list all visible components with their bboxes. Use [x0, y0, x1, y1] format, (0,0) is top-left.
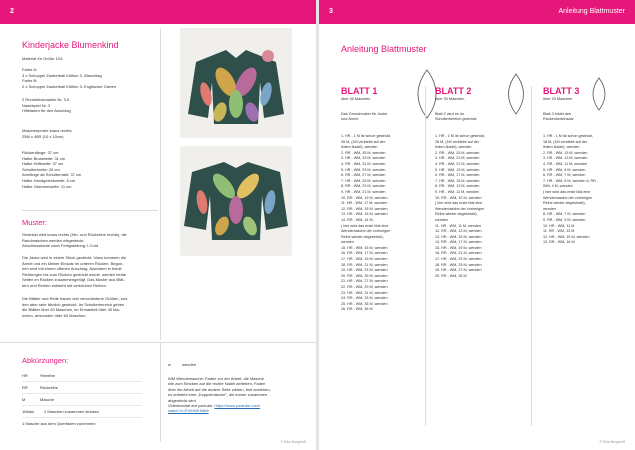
jacket-photo-bottom	[180, 146, 292, 256]
instruction-row: 14. RR - WM, 14 M,	[341, 217, 374, 222]
instruction-row: Wendemasche der vorherigen	[435, 206, 485, 211]
instruction-row: 22. RR - WM, 29 M, wenden	[341, 285, 388, 290]
instruction-row: Reihe wieder abgestrickt),	[341, 234, 384, 239]
blatt-1-description	[341, 112, 411, 122]
jacket-illustration-bottom	[180, 146, 292, 256]
instruction-row: 16. RR - WM, 21 M, wenden	[435, 251, 482, 256]
text-line: Blatt 2 wird es im	[435, 112, 464, 116]
instruction-row: ( hier wird das erste Mal eine	[435, 201, 483, 206]
blatt-2-title: BLATT 2	[435, 86, 472, 96]
measurement-item: Schulterbreite: 26 cm	[22, 166, 60, 172]
instruction-row: 5. HR - WM, 19 M, wenden	[435, 167, 480, 172]
muster-heading: Muster:	[22, 218, 48, 227]
column-divider	[531, 86, 532, 426]
instruction-row: 13. RR - WM, 16 M	[543, 240, 575, 245]
text-line: Die Blätter und Reife haben drei verschiedene Größen, wer-	[22, 296, 129, 301]
abbr-value: Hinreihe	[40, 373, 55, 378]
abbreviations-heading: Abkürzungen:	[22, 356, 69, 365]
farbe-a-label: Farbe A:	[22, 67, 38, 72]
video-label: Videotutorial auf youtube:	[168, 403, 214, 409]
instruction-row: linken Nadel), wenden	[543, 145, 580, 150]
measurement-item: Armlänge ab Schulternaht: 37 cm	[22, 172, 82, 178]
text-line: Abschlusskante nach Fertigstellung: I-Cord	[22, 243, 99, 249]
muster-paragraph-1	[22, 232, 172, 249]
instruction-row: 2. RR - WM, 35 M, wenden	[341, 150, 386, 155]
left-page	[0, 0, 316, 450]
text-line: Ärmel und ein kleiner Einsatz im unteren Rücken. Begon-	[22, 260, 124, 266]
instruction-row: 28 M, (1M verbleibt auf der	[341, 139, 386, 144]
farbe-a-desc: 3 x Schoppel Zauberball Edition 3, Waschtag	[22, 72, 102, 78]
right-header-bar	[319, 0, 635, 24]
abbr-key: RR	[22, 385, 28, 390]
text-line: die Blätter über 50 Maschen, im Ermatzteil über 40 Ma-	[22, 307, 121, 313]
blatt-3-title: BLATT 3	[543, 86, 580, 96]
gauge-value: 25M x 48R (10 x 10cm)	[22, 133, 64, 139]
section-divider	[22, 210, 158, 211]
abbr-key: w	[168, 362, 171, 367]
blatt-1-rows	[341, 134, 413, 313]
abbr-key: M	[22, 397, 26, 402]
abbr-key: HR	[22, 373, 28, 378]
text-line: WM Wendemasche: Faden vor der Arbeit, die Masche	[168, 376, 264, 381]
instruction-row: 13. HR - WM, 15 M, wenden	[435, 234, 482, 239]
instructions-title: Anleitung Blattmuster	[341, 44, 427, 54]
abbr-row	[22, 370, 142, 382]
instruction-row: wenden	[435, 217, 448, 222]
instruction-row: 7. HR - WM, 25 M, wenden	[341, 178, 386, 183]
tools-list	[22, 97, 71, 114]
tool-item: Hilfsfaden für den Anschlag	[22, 108, 71, 114]
header-title: Anleitung Blattmuster	[558, 8, 625, 15]
instruction-row: 10. RR - WM, 19 M, wenden	[341, 195, 388, 200]
gauge-heading: Maschenprobe kraus rechts:	[22, 128, 73, 133]
measurement-item: Halbe Oberarmweite: 11 cm	[22, 183, 72, 189]
text-line: schen, ansonsten über 60 Maschen.	[22, 312, 87, 318]
instruction-row: 7. HR - WM, 5 M, wenden 6. RR -	[543, 178, 599, 183]
instruction-row: ( hier wird das erste Mal eine	[543, 189, 591, 194]
leaf-shape-2-icon	[501, 72, 531, 116]
blatt-2-subtitle: über 30 Maschen	[435, 97, 465, 101]
instruction-row: 10. RR - WM, 10 M, wenden	[435, 195, 482, 200]
instruction-row: 3. HR - WM, 23 M, wenden	[435, 156, 480, 161]
video-link-continued[interactable]: watch?v=P4Xb0E5db8	[168, 408, 209, 414]
material-heading: Material für Größe 104:	[22, 56, 64, 61]
text-line: Die Jacke wird in einem Stück gestrickt, hinzu kommen die	[22, 255, 127, 260]
instruction-row: 11. HR - WM, 11 M, wenden	[435, 223, 481, 228]
instruction-row: 20. RR - WM, 26 M	[435, 273, 467, 278]
instruction-row: 6. RR - WM, 17 M, wenden	[435, 173, 480, 178]
instruction-row: 20. RR - WM, 25 M, wenden	[341, 273, 388, 278]
instruction-row: 4. RR - WM, 11 M, wenden	[543, 161, 588, 166]
column-divider	[160, 28, 161, 340]
instruction-row: 24. RR - WM, 33 M, wenden	[341, 296, 388, 301]
tool-item: Nadelspiel Nr. 3	[22, 102, 51, 108]
text-line: Rückenkeileinsatz	[543, 117, 574, 121]
abbr-value: 2 Maschen zusammen stricken	[44, 409, 100, 414]
measurement-item: Rückenlänge: 37 cm	[22, 150, 59, 155]
text-line: Schulterbereich gestrickt	[435, 117, 477, 121]
instruction-row: 17. HR - WM, 19 M, wenden	[341, 257, 388, 262]
abbr-key: 1 Masche aus dem Querfaden zunehmen	[22, 421, 96, 426]
page-number-left: 2	[10, 8, 14, 15]
instruction-row: 26. RR - WM, 36 M	[341, 307, 373, 312]
instruction-row: 12. HR - WM, 15 M, wenden	[543, 234, 590, 239]
muster-paragraph-3	[22, 296, 172, 318]
instruction-row: 28 M, (1M verbleibt auf der	[435, 139, 480, 144]
blatt-2-rows	[435, 134, 507, 279]
instruction-row: 19. HR - WM, 27 M, wenden	[435, 268, 482, 273]
right-page	[319, 0, 635, 450]
abbr-row	[22, 382, 142, 394]
text-line: und Ärmel	[341, 117, 359, 121]
video-link[interactable]: https://www.youtube.com/	[214, 403, 260, 409]
abbr-column-divider	[160, 342, 161, 442]
instruction-row: linken Nadel), wenden	[341, 145, 378, 150]
left-header-bar	[0, 0, 316, 24]
instruction-row: 6. RR - WM, 27 M, wenden	[341, 173, 386, 178]
blatt-2-description	[435, 112, 505, 122]
instruction-row: 19. HR - WM, 23 M, wenden	[341, 268, 388, 273]
instruction-row: 13. HR - WM, 15 M, wenden	[341, 212, 388, 217]
instruction-row: 7. HR - WM, 15 M, wenden	[435, 178, 480, 183]
instruction-row: 10. HR - WM, 11 M	[543, 223, 575, 228]
measurement-item: Halbe Hüftweite: 37 cm	[22, 161, 64, 167]
jacket-photo-top	[180, 28, 292, 138]
instruction-row: 5. HR - WM, 29 M, wenden	[341, 167, 386, 172]
measurement-item: Halbe Brustweite: 31 cm	[22, 155, 66, 161]
instruction-row: 15. HR - WM, 15 M, wenden	[341, 245, 388, 250]
wendemasche-description	[168, 376, 310, 414]
instruction-row: Reihe wieder abgestrickt),	[435, 212, 478, 217]
abbr-key: 1Mabn	[22, 409, 35, 414]
instruction-row: 11. RR - WM, 13 M	[543, 229, 575, 234]
abbr-row	[22, 418, 142, 430]
text-line: wie zum Stricken auf die rechte Nadel abheben, Faden	[168, 381, 266, 387]
copyright-right: © Elke Burgdorff	[599, 440, 625, 444]
gauge-info	[22, 128, 72, 139]
instruction-row: 8. HR - WM, 7 M, wenden	[543, 212, 586, 217]
instruction-row: Reihe wieder abgestrickt),	[543, 201, 586, 206]
instruction-row: 3. HR - WM, 33 M, wenden	[341, 156, 386, 161]
instruction-row: 8. RR - WM, 13 M, wenden	[435, 184, 480, 189]
muster-paragraph-2	[22, 255, 172, 289]
instruction-row: 9. RR - WM, 9 M, wenden	[543, 217, 586, 222]
instruction-row: 1. HR - 1 M ist schon gestrickt,	[435, 134, 486, 138]
instruction-row: 2. RR - WM, 15 M, wenden	[543, 150, 588, 155]
instruction-row: 15. HR - WM, 19 M, wenden	[435, 245, 482, 250]
instruction-row: 18 M, (1M verbleibt auf der	[543, 139, 588, 144]
measurements-list	[22, 150, 81, 189]
instruction-row: ( hier wird das erste Mal eine	[341, 223, 389, 228]
abbr-w-row	[168, 362, 196, 368]
text-line: über die Arbeit auf die andere Seite ziehen, fest anziehen,	[168, 386, 271, 392]
jacket-illustration-top	[180, 28, 292, 138]
text-line: Das Grundmuster für Jacke	[341, 112, 388, 116]
instruction-row: 4. RR - WM, 21 M, wenden	[435, 161, 480, 166]
instruction-row: 21. HR - WM, 27 M, wenden	[341, 279, 388, 284]
tool-item: 2 Rundstricknadeln Nr. 3,5	[22, 97, 70, 102]
instruction-row: 1. HR - 1 M ist schon gestrickt,	[543, 134, 594, 138]
text-line: es entsteht eine „Doppelmasche", die immer zusammen	[168, 392, 268, 398]
abbr-divider	[0, 342, 316, 343]
instruction-row: 16. RR - WM, 17 M, wenden	[341, 251, 388, 256]
instruction-row: Wendemasche der vorherigen	[543, 195, 593, 200]
blatt-3-subtitle: über 20 Maschen	[543, 97, 573, 101]
instruction-row: WM, 4 M, wenden	[543, 184, 573, 189]
abbr-value: Rückreihe	[40, 385, 59, 390]
instruction-row: 12. RR - WM, 13 M, wenden	[435, 229, 482, 234]
farbe-b-label: Farbe B:	[22, 78, 38, 84]
instruction-row: 12. RR - WM, 15 M, wenden	[341, 206, 388, 211]
instruction-row: 9. HR - WM, 21 M, wenden	[341, 189, 386, 194]
text-line: Blatt 3 bildet den	[543, 112, 572, 116]
text-line: Seiten im Rücken zusammengefügt. Das Muster aus Blät-	[22, 277, 125, 283]
blatt-1-subtitle: über 40 Maschen	[341, 97, 371, 101]
instruction-row: 2. RR - WM, 25 M, wenden	[435, 150, 480, 155]
text-line: abgestrickt wird	[168, 397, 196, 403]
instruction-row: 5. HR - WM, 9 M, wenden	[543, 167, 586, 172]
text-line: Richtungen bis zum Rücken gestrickt wurde, werden beide	[22, 271, 127, 277]
abbr-row	[22, 406, 142, 418]
instruction-row: 17. HR - WM, 23 M, wenden	[435, 257, 482, 262]
abbr-value: wenden	[182, 362, 197, 367]
text-line: Randmaschen werden mitgestrickt.	[22, 237, 85, 243]
instruction-row: 4. RR - WM, 31 M, wenden	[341, 161, 386, 166]
text-line: Gestrickt wird kraus rechts (Hin- und Rückreihe rechts), die	[22, 232, 127, 237]
measurement-item: Halbe Handgelenkweite: 8 cm	[22, 177, 76, 183]
blatt-1-title: BLATT 1	[341, 86, 378, 96]
instruction-row: 3. HR - WM, 13 M, wenden	[543, 156, 588, 161]
abbr-value: Masche	[40, 397, 55, 402]
instruction-row: wenden	[543, 206, 556, 211]
instruction-row: 18. RR - WM, 25 M, wenden	[435, 262, 482, 267]
copyright-left: © Elke Burgdorff	[280, 440, 306, 444]
instruction-row: 6. RR - WM, 7 M, wenden	[543, 173, 586, 178]
page-number-right: 3	[329, 8, 333, 15]
blatt-3-rows	[543, 134, 615, 246]
instruction-row: 14. RR - WM, 17 M, wenden	[435, 240, 482, 245]
leaf-shape-3-icon	[587, 76, 611, 112]
instruction-row: linken Nadel), wenden	[435, 145, 472, 150]
instruction-row: wenden	[341, 240, 354, 245]
instruction-row: 8. RR - WM, 23 M, wenden	[341, 184, 386, 189]
instruction-row: 23. HR - WM, 31 M, wenden	[341, 290, 388, 295]
column-divider	[425, 86, 426, 426]
instruction-row: 1. HR - 1 M ist schon gestrickt,	[341, 134, 392, 138]
text-line: tern und Reihen entsteht mit verkürzten Reihen.	[22, 282, 107, 288]
instruction-row: 18. RR - WM, 21 M, wenden	[341, 262, 388, 267]
instruction-row: 9. HR - WM, 11 M, wenden	[435, 189, 480, 194]
farbe-b-desc: 2 x Schoppel Zauberball Edition 3, Englischer Garten	[22, 83, 117, 89]
instruction-row: 11. HR - WM, 17 M, wenden	[341, 201, 388, 206]
text-line: den aber sehr ähnlich gestrickt. Im Schulterbereich gehen	[22, 301, 125, 307]
blatt-3-description	[543, 112, 613, 122]
instruction-row: Wendemasche der vorherigen	[341, 229, 391, 234]
abbr-row	[22, 394, 142, 406]
pattern-title: Kinderjacke Blumenkind	[22, 40, 119, 50]
instruction-row: 25. HR - WM, 35 M, wenden	[341, 301, 388, 306]
text-line: nen wird mit einem offenen Anschlag. Nachdem in beide	[22, 266, 122, 272]
